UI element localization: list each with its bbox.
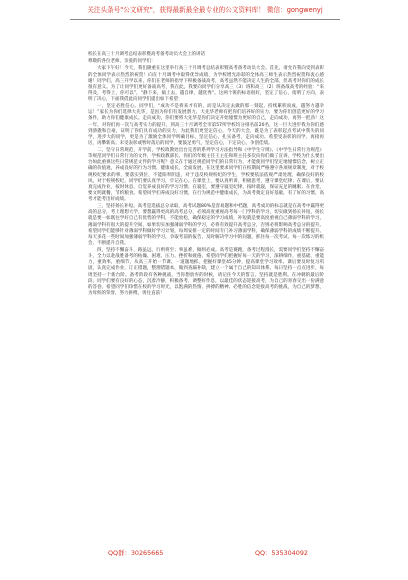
footer-contact bbox=[108, 548, 308, 557]
document-body bbox=[88, 52, 324, 298]
paragraph-2: 二，坚守日常规范，开学前，学校政教处出台完善的系列学习方法指导和《中学生守则》、《中学生日常行为规范》等规范同学们日常行为的文件，学校政教部长、你们的年级主任王主任和班主任多次向你们做了宣讲，学校为什么要出台如此重视这些日常规范文件的学习呢？意义在于通过规范同学们的日常行为，才能使同学们坚定地憧憬信念，树立正确的价值观，养成良好的行为习惯，健康成长，全面发展，在这里要求同学们在校期间严格遵守各项规章制度，对于校规校纪要求的事，要落实到位，不能阳奉阴违，对于违反校规校纪的学生，学校要依法依规严肃处理，确保良好的校风。对于校规校纪，同学们要认真学习，牢记在心。在课堂上，要认真听讲，积极思考，遵守课堂纪律；在课后，要认真完成作业，按时休息，自觉养成良好的学习习惯；在寝室，要遵守寝室纪律，按时就寝，保证充足的睡眠；在食堂，要文明就餐，节约粮食。希望同学们养成良好习惯，在行为规范中健康成长，为高考奠定良好基础，有了好的习惯，高考才能考出好成绩。 bbox=[88, 147, 324, 203]
footer-qq-personal: QQ：535304092 bbox=[254, 549, 308, 557]
document-salutation: 尊敬的各位老师、亲爱的同学们： bbox=[88, 59, 156, 65]
paragraph-3: 三，坚持扬长补短。高考是选拔总分录取，高考试题80%是容易题和中档题，高考成功的标志就是在高考中赢得更高的总分，考上理想大学。要想赢得更高的高考总分，必须高度重视高考每一门学科的学习，切实做到扬长补短，扬长就是要一如既往学好自己有优势的学科，不能放松，确保稳定的学习成绩，补短就是要高度重视自己薄弱学科的学习，薄弱学科有很大的提升空间，如果切实加强薄弱学科的学习，必将有效提升高考总分，否则必将影响高考总分的提升。希望同学们能够针对薄弱学科做好学习计划，每周安排一定的时间专门补习薄弱学科，确保薄弱学科的成绩不断提升。每天多花一些时间加强薄弱学科的学习，争取考前的报告，及时解决学习中的问题，抓住每一次考试、每一次练习的机会，不断提升自我。 bbox=[88, 204, 324, 247]
paragraph-intro: 大家下午好！今天，我们隆重在这里举行高三十月调考总结表彰暨高考备考动员大会。首先，请允许我向受到表彰的全体同学表示热烈的祝贺！向在十月调考中取得优异成绩，为学校增光添彩的全体高三师生表示热烈祝贺和衷心感谢！同学们，高三开学以来，你们在老师的指导下积极备战高考，高考虽然不能决定人生的全部，但高考对你们的成长很有意义。为了让同学们更好备战高考，我在此，我要向同学们分享高三（3）班和高三（2）班备战高考的经验：“来得及，考得上，你可以”，“静下来，搞上去，越自律，越优秀”。这两个班的标语很好，坚定了信心，指明了方向，表明了决心，下面我借此向同学们提出如下希望： bbox=[88, 66, 324, 103]
footer-qq-group: QQ群：30265665 bbox=[108, 549, 164, 557]
paragraph-1: 一，坚定必胜信心。同学们，“成功不是将来才有的，而是从决定去做的那一刻起，持续累积而成，越努力越幸运！”家长为你们选择大先华，是因为你们有发展潜力，大先华老师有把你们培养好的实力，要为你们创造更好的学习条件，助力你们健康成长。走向成功，你们要将大先华是你们决定开始憧憬为更好的自己，走向成功，再努一把劲！这一年，对你们再一次与高考实力的提升，到高三十月调考全市第57所学校均分排名前20名，这一巨大进步我为你们感到骄傲和自豪，证明了你们具有成功的实力，为此我们更坚定信心，今天的大会，既是为了表彰起点考试中我失的同学，进步大的同学，更是为了激励全体同学明确目标，坚定信心，扎实备考，走向成功。希望受表彰的同学，再接再厉，再攀新高；未受表彰或暂时落后的同学，要鼓足勇气，坚定信心，下定决心，争创佳绩。 bbox=[88, 104, 324, 147]
paragraph-4: 四，坚持不懈奋斗，路虽远，行则将至；事虽难，做则必成。高考是赛跑，备考过程漫长，需要同学们坚持不懈奋斗，全力以赴战胜备考的枯燥、困难、压力、挫折和疲倦。希望同学们把握好每一天的学习，深耕细作，重基础，重能力，重效率，重细节，从高三开始一节课、一道题地抓，把握好课堂45分钟，提高课堂学习效率。课后要及时复习巩固，认真完成作业，订正错题，整理错题本，做到查漏补缺，建立一个属于自己的知识体系。每日坚持一点点进步，每周坚持一个新台阶。备考阶段有各种挑战，当你想放弃的时候，请记住今天的誓言，坚持就是胜利。在冲刺的最后阶段，同学们要有良好的心态，沉着冷静，积极备考，调整好作息，以最佳的状态迎接高考，为自己的青春交出一份满意的答卷。希望同学们珍惜在校的学习时光，以饱满的热情、拼搏的精神、必胜的信念迎接高考的挑战，为自己的梦想，为母校的荣誉，努力拼搏，勇往直前！ bbox=[88, 247, 324, 297]
header-divider bbox=[70, 19, 340, 20]
header-banner: 关注头条号"公文研究"，获得最新最全最专业的公文资料库！ 微信：gongwenyj bbox=[87, 6, 323, 14]
document-title: 校长在高三十月调考总结表彰暨高考备考动员大会上的讲话 bbox=[88, 52, 205, 57]
